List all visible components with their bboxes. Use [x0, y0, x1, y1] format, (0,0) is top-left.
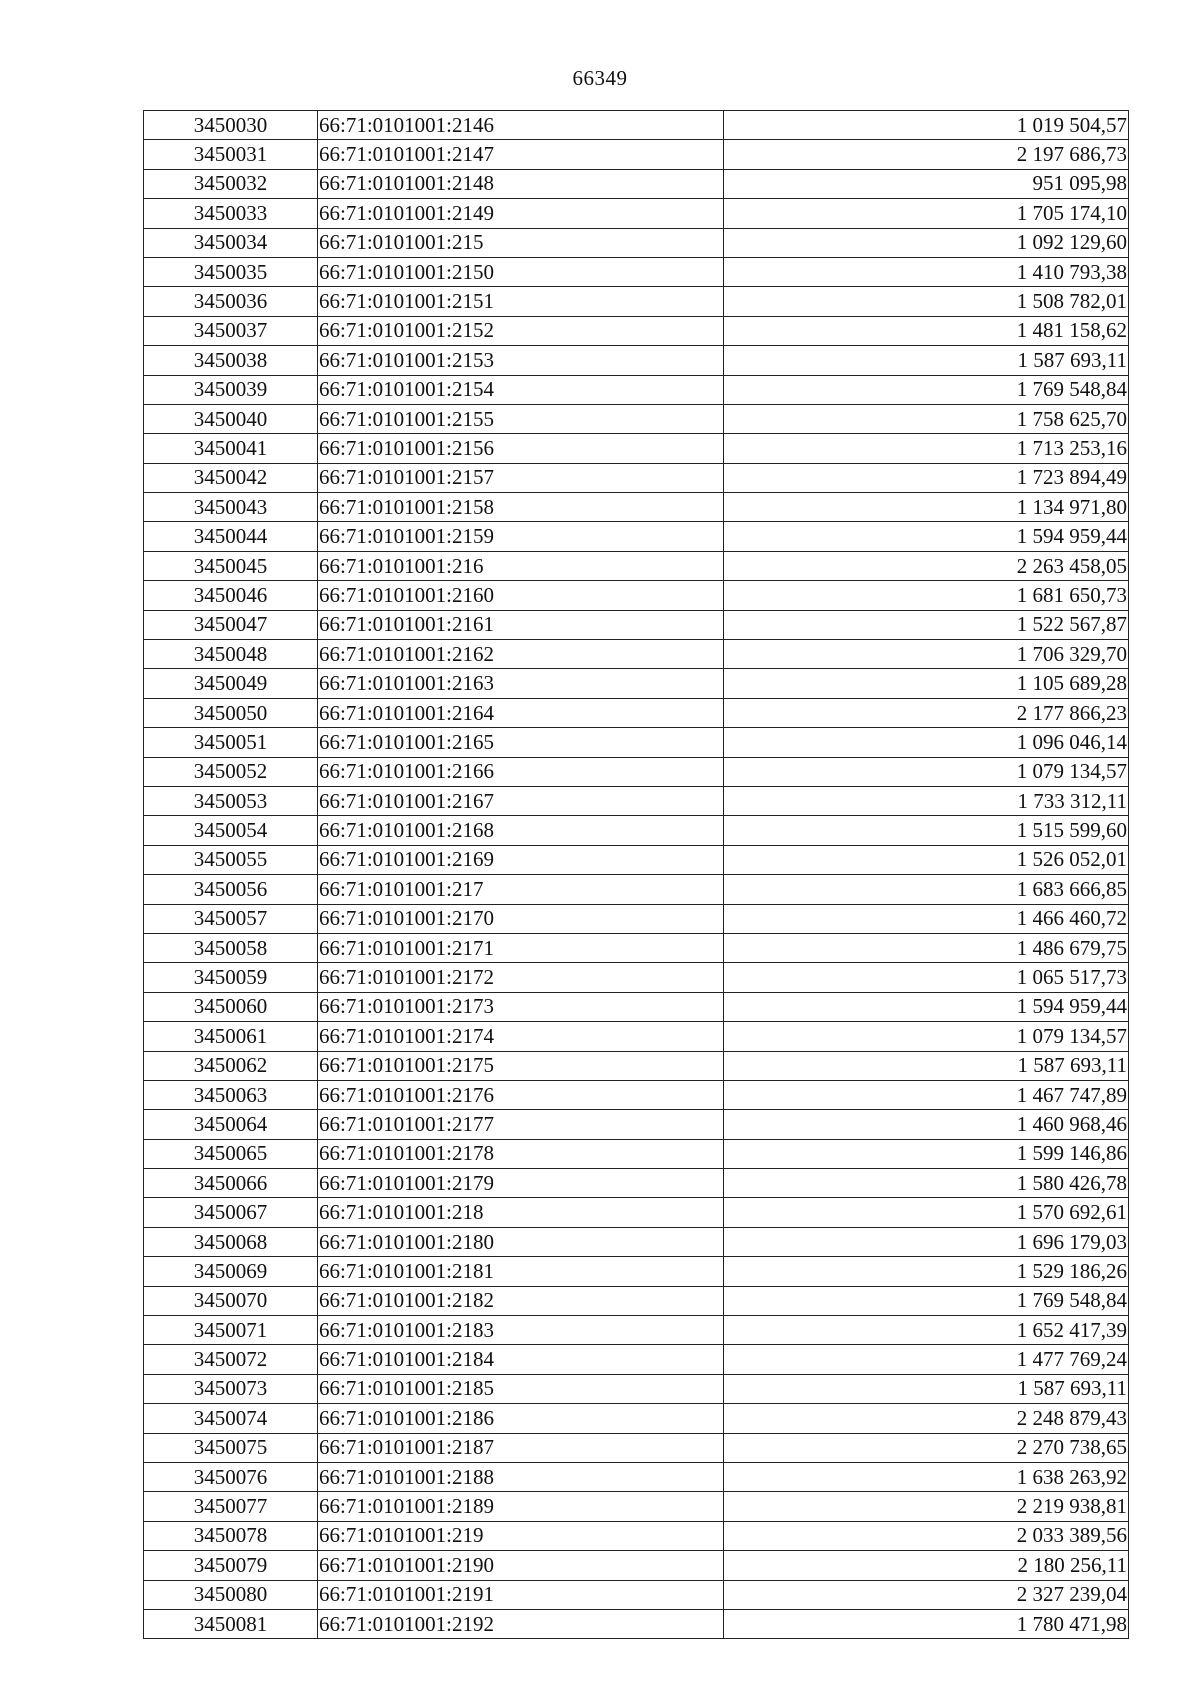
cadastral-value-cell: 1 079 134,57 — [724, 1022, 1129, 1051]
table-row — [144, 1609, 1129, 1638]
table-row — [144, 669, 1129, 698]
row-number-cell: 3450039 — [144, 375, 318, 404]
cadastral-value-cell: 2 327 239,04 — [724, 1580, 1129, 1609]
table-row — [144, 404, 1129, 433]
cadastral-value-cell: 1 065 517,73 — [724, 963, 1129, 992]
table-row — [144, 845, 1129, 874]
cadastral-number-cell: 66:71:0101001:217 — [318, 875, 724, 904]
cadastral-value-cell: 1 526 052,01 — [724, 845, 1129, 874]
table-row — [144, 757, 1129, 786]
cadastral-number-cell: 66:71:0101001:2187 — [318, 1433, 724, 1462]
row-number-cell: 3450081 — [144, 1609, 318, 1638]
row-number-cell: 3450037 — [144, 316, 318, 345]
cadastral-value-cell: 1 587 693,11 — [724, 1374, 1129, 1403]
row-number-cell: 3450030 — [144, 111, 318, 140]
row-number-cell: 3450072 — [144, 1345, 318, 1374]
row-number-cell: 3450053 — [144, 786, 318, 815]
cadastral-number-cell: 66:71:0101001:2156 — [318, 434, 724, 463]
row-number-cell: 3450045 — [144, 551, 318, 580]
row-number-cell: 3450057 — [144, 904, 318, 933]
cadastral-number-cell: 66:71:0101001:2184 — [318, 1345, 724, 1374]
row-number-cell: 3450067 — [144, 1198, 318, 1227]
cadastral-value-cell: 1 706 329,70 — [724, 640, 1129, 669]
cadastral-value-cell: 1 096 046,14 — [724, 728, 1129, 757]
row-number-cell: 3450080 — [144, 1580, 318, 1609]
cadastral-number-cell: 66:71:0101001:2188 — [318, 1462, 724, 1491]
table-row — [144, 1433, 1129, 1462]
cadastral-value-cell: 1 769 548,84 — [724, 1286, 1129, 1315]
cadastral-value-cell: 1 580 426,78 — [724, 1169, 1129, 1198]
table-row — [144, 1198, 1129, 1227]
cadastral-value-cell: 1 638 263,92 — [724, 1462, 1129, 1491]
row-number-cell: 3450056 — [144, 875, 318, 904]
cadastral-number-cell: 66:71:0101001:2166 — [318, 757, 724, 786]
row-number-cell: 3450075 — [144, 1433, 318, 1462]
table-row — [144, 1462, 1129, 1491]
row-number-cell: 3450058 — [144, 933, 318, 962]
table-row — [144, 963, 1129, 992]
cadastral-number-cell: 66:71:0101001:2157 — [318, 463, 724, 492]
table-row — [144, 434, 1129, 463]
cadastral-number-cell: 66:71:0101001:216 — [318, 551, 724, 580]
table-row — [144, 640, 1129, 669]
cadastral-value-cell: 1 705 174,10 — [724, 199, 1129, 228]
cadastral-number-cell: 66:71:0101001:2164 — [318, 698, 724, 727]
cadastral-value-cell: 2 263 458,05 — [724, 551, 1129, 580]
table-row — [144, 1227, 1129, 1256]
cadastral-value-cell: 1 594 959,44 — [724, 522, 1129, 551]
row-number-cell: 3450063 — [144, 1080, 318, 1109]
table-row — [144, 904, 1129, 933]
cadastral-number-cell: 66:71:0101001:2192 — [318, 1609, 724, 1638]
row-number-cell: 3450034 — [144, 228, 318, 257]
cadastral-value-cell: 1 508 782,01 — [724, 287, 1129, 316]
table-row — [144, 933, 1129, 962]
table-row — [144, 992, 1129, 1021]
cadastral-number-cell: 66:71:0101001:2177 — [318, 1110, 724, 1139]
row-number-cell: 3450033 — [144, 199, 318, 228]
cadastral-value-cell: 1 570 692,61 — [724, 1198, 1129, 1227]
cadastral-value-cell: 1 515 599,60 — [724, 816, 1129, 845]
table-row — [144, 522, 1129, 551]
cadastral-value-cell: 1 780 471,98 — [724, 1609, 1129, 1638]
cadastral-number-cell: 66:71:0101001:2149 — [318, 199, 724, 228]
row-number-cell: 3450071 — [144, 1316, 318, 1345]
cadastral-number-cell: 66:71:0101001:2146 — [318, 111, 724, 140]
table-row — [144, 1374, 1129, 1403]
cadastral-value-cell: 1 594 959,44 — [724, 992, 1129, 1021]
cadastral-number-cell: 66:71:0101001:2173 — [318, 992, 724, 1021]
row-number-cell: 3450069 — [144, 1257, 318, 1286]
row-number-cell: 3450036 — [144, 287, 318, 316]
row-number-cell: 3450074 — [144, 1404, 318, 1433]
table-row — [144, 1110, 1129, 1139]
cadastral-value-cell: 2 197 686,73 — [724, 140, 1129, 169]
cadastral-number-cell: 66:71:0101001:219 — [318, 1521, 724, 1550]
table-row — [144, 257, 1129, 286]
row-number-cell: 3450066 — [144, 1169, 318, 1198]
cadastral-number-cell: 66:71:0101001:2190 — [318, 1551, 724, 1580]
row-number-cell: 3450044 — [144, 522, 318, 551]
cadastral-value-cell: 1 652 417,39 — [724, 1316, 1129, 1345]
cadastral-value-cell: 1 733 312,11 — [724, 786, 1129, 815]
table-row — [144, 816, 1129, 845]
table-row — [144, 375, 1129, 404]
cadastral-number-cell: 66:71:0101001:2150 — [318, 257, 724, 286]
table-row — [144, 1580, 1129, 1609]
cadastral-number-cell: 66:71:0101001:2179 — [318, 1169, 724, 1198]
cadastral-value-cell: 1 486 679,75 — [724, 933, 1129, 962]
cadastral-value-cell: 2 177 866,23 — [724, 698, 1129, 727]
table-row — [144, 1404, 1129, 1433]
table-row — [144, 1257, 1129, 1286]
cadastral-value-cell: 2 270 738,65 — [724, 1433, 1129, 1462]
table-row — [144, 1139, 1129, 1168]
table-row — [144, 1521, 1129, 1550]
row-number-cell: 3450061 — [144, 1022, 318, 1051]
table-row — [144, 581, 1129, 610]
row-number-cell: 3450060 — [144, 992, 318, 1021]
cadastral-number-cell: 66:71:0101001:2154 — [318, 375, 724, 404]
table-row — [144, 875, 1129, 904]
table-row — [144, 786, 1129, 815]
cadastral-number-cell: 66:71:0101001:2171 — [318, 933, 724, 962]
cadastral-number-cell: 66:71:0101001:2169 — [318, 845, 724, 874]
cadastral-value-cell: 1 019 504,57 — [724, 111, 1129, 140]
table-row — [144, 551, 1129, 580]
table-row — [144, 346, 1129, 375]
row-number-cell: 3450065 — [144, 1139, 318, 1168]
cadastral-number-cell: 66:71:0101001:2185 — [318, 1374, 724, 1403]
table-row — [144, 610, 1129, 639]
cadastral-number-cell: 66:71:0101001:2165 — [318, 728, 724, 757]
cadastral-number-cell: 66:71:0101001:2180 — [318, 1227, 724, 1256]
table-row — [144, 199, 1129, 228]
cadastral-number-cell: 66:71:0101001:2176 — [318, 1080, 724, 1109]
cadastral-value-cell: 1 587 693,11 — [724, 346, 1129, 375]
table-body — [144, 111, 1129, 1639]
cadastral-number-cell: 66:71:0101001:2148 — [318, 169, 724, 198]
row-number-cell: 3450062 — [144, 1051, 318, 1080]
row-number-cell: 3450078 — [144, 1521, 318, 1550]
table-row — [144, 698, 1129, 727]
table-row — [144, 140, 1129, 169]
cadastral-value-cell: 1 713 253,16 — [724, 434, 1129, 463]
table-row — [144, 228, 1129, 257]
cadastral-value-cell: 1 410 793,38 — [724, 257, 1129, 286]
cadastral-value-cell: 2 219 938,81 — [724, 1492, 1129, 1521]
cadastral-number-cell: 66:71:0101001:2174 — [318, 1022, 724, 1051]
cadastral-number-cell: 66:71:0101001:218 — [318, 1198, 724, 1227]
cadastral-number-cell: 66:71:0101001:2181 — [318, 1257, 724, 1286]
cadastral-number-cell: 66:71:0101001:2186 — [318, 1404, 724, 1433]
cadastral-number-cell: 66:71:0101001:2182 — [318, 1286, 724, 1315]
cadastral-value-cell: 1 079 134,57 — [724, 757, 1129, 786]
table-row — [144, 1492, 1129, 1521]
table-row — [144, 1169, 1129, 1198]
page-number: 66349 — [572, 66, 628, 90]
table-row — [144, 1022, 1129, 1051]
row-number-cell: 3450073 — [144, 1374, 318, 1403]
cadastral-value-cell: 1 134 971,80 — [724, 493, 1129, 522]
cadastral-value-cell: 2 033 389,56 — [724, 1521, 1129, 1550]
cadastral-number-cell: 66:71:0101001:2151 — [318, 287, 724, 316]
row-number-cell: 3450077 — [144, 1492, 318, 1521]
table-row — [144, 1286, 1129, 1315]
row-number-cell: 3450055 — [144, 845, 318, 874]
cadastral-value-cell: 1 105 689,28 — [724, 669, 1129, 698]
row-number-cell: 3450038 — [144, 346, 318, 375]
table-row — [144, 1345, 1129, 1374]
row-number-cell: 3450059 — [144, 963, 318, 992]
row-number-cell: 3450064 — [144, 1110, 318, 1139]
row-number-cell: 3450054 — [144, 816, 318, 845]
cadastral-value-cell: 1 529 186,26 — [724, 1257, 1129, 1286]
cadastral-number-cell: 66:71:0101001:2160 — [318, 581, 724, 610]
cadastral-value-cell: 1 758 625,70 — [724, 404, 1129, 433]
cadastral-value-cell: 1 092 129,60 — [724, 228, 1129, 257]
row-number-cell: 3450035 — [144, 257, 318, 286]
table-row — [144, 169, 1129, 198]
row-number-cell: 3450046 — [144, 581, 318, 610]
cadastral-number-cell: 66:71:0101001:2147 — [318, 140, 724, 169]
cadastral-number-cell: 66:71:0101001:2172 — [318, 963, 724, 992]
row-number-cell: 3450079 — [144, 1551, 318, 1580]
row-number-cell: 3450041 — [144, 434, 318, 463]
row-number-cell: 3450031 — [144, 140, 318, 169]
cadastral-number-cell: 66:71:0101001:2162 — [318, 640, 724, 669]
cadastral-number-cell: 66:71:0101001:2159 — [318, 522, 724, 551]
table-row — [144, 111, 1129, 140]
row-number-cell: 3450047 — [144, 610, 318, 639]
cadastral-number-cell: 66:71:0101001:2183 — [318, 1316, 724, 1345]
row-number-cell: 3450032 — [144, 169, 318, 198]
table-row — [144, 1316, 1129, 1345]
cadastral-number-cell: 66:71:0101001:2175 — [318, 1051, 724, 1080]
cadastral-value-cell: 951 095,98 — [724, 169, 1129, 198]
cadastral-value-cell: 2 180 256,11 — [724, 1551, 1129, 1580]
table-row — [144, 493, 1129, 522]
cadastral-value-cell: 1 696 179,03 — [724, 1227, 1129, 1256]
cadastral-value-cell: 1 460 968,46 — [724, 1110, 1129, 1139]
row-number-cell: 3450043 — [144, 493, 318, 522]
cadastral-value-cell: 1 769 548,84 — [724, 375, 1129, 404]
row-number-cell: 3450050 — [144, 698, 318, 727]
table-row — [144, 1551, 1129, 1580]
cadastral-number-cell: 66:71:0101001:2170 — [318, 904, 724, 933]
cadastral-value-cell: 1 481 158,62 — [724, 316, 1129, 345]
table-row — [144, 287, 1129, 316]
cadastral-number-cell: 66:71:0101001:215 — [318, 228, 724, 257]
cadastral-number-cell: 66:71:0101001:2163 — [318, 669, 724, 698]
cadastral-number-cell: 66:71:0101001:2161 — [318, 610, 724, 639]
row-number-cell: 3450051 — [144, 728, 318, 757]
table-row — [144, 728, 1129, 757]
cadastral-number-cell: 66:71:0101001:2155 — [318, 404, 724, 433]
cadastral-number-cell: 66:71:0101001:2167 — [318, 786, 724, 815]
cadastral-value-cell: 1 466 460,72 — [724, 904, 1129, 933]
cadastral-value-cell: 1 599 146,86 — [724, 1139, 1129, 1168]
cadastral-number-cell: 66:71:0101001:2189 — [318, 1492, 724, 1521]
cadastral-value-cell: 1 467 747,89 — [724, 1080, 1129, 1109]
table-row — [144, 463, 1129, 492]
row-number-cell: 3450070 — [144, 1286, 318, 1315]
row-number-cell: 3450049 — [144, 669, 318, 698]
row-number-cell: 3450040 — [144, 404, 318, 433]
cadastral-value-cell: 1 723 894,49 — [724, 463, 1129, 492]
cadastral-number-cell: 66:71:0101001:2152 — [318, 316, 724, 345]
cadastral-value-cell: 1 683 666,85 — [724, 875, 1129, 904]
row-number-cell: 3450068 — [144, 1227, 318, 1256]
row-number-cell: 3450076 — [144, 1462, 318, 1491]
cadastral-number-cell: 66:71:0101001:2153 — [318, 346, 724, 375]
table-row — [144, 316, 1129, 345]
row-number-cell: 3450052 — [144, 757, 318, 786]
row-number-cell: 3450048 — [144, 640, 318, 669]
cadastral-number-cell: 66:71:0101001:2168 — [318, 816, 724, 845]
cadastral-number-cell: 66:71:0101001:2178 — [318, 1139, 724, 1168]
cadastral-value-cell: 1 522 567,87 — [724, 610, 1129, 639]
row-number-cell: 3450042 — [144, 463, 318, 492]
cadastral-value-table — [143, 110, 1129, 1639]
cadastral-number-cell: 66:71:0101001:2191 — [318, 1580, 724, 1609]
cadastral-value-cell: 1 681 650,73 — [724, 581, 1129, 610]
cadastral-number-cell: 66:71:0101001:2158 — [318, 493, 724, 522]
table-row — [144, 1051, 1129, 1080]
cadastral-value-cell: 2 248 879,43 — [724, 1404, 1129, 1433]
table-row — [144, 1080, 1129, 1109]
cadastral-value-cell: 1 587 693,11 — [724, 1051, 1129, 1080]
cadastral-value-cell: 1 477 769,24 — [724, 1345, 1129, 1374]
